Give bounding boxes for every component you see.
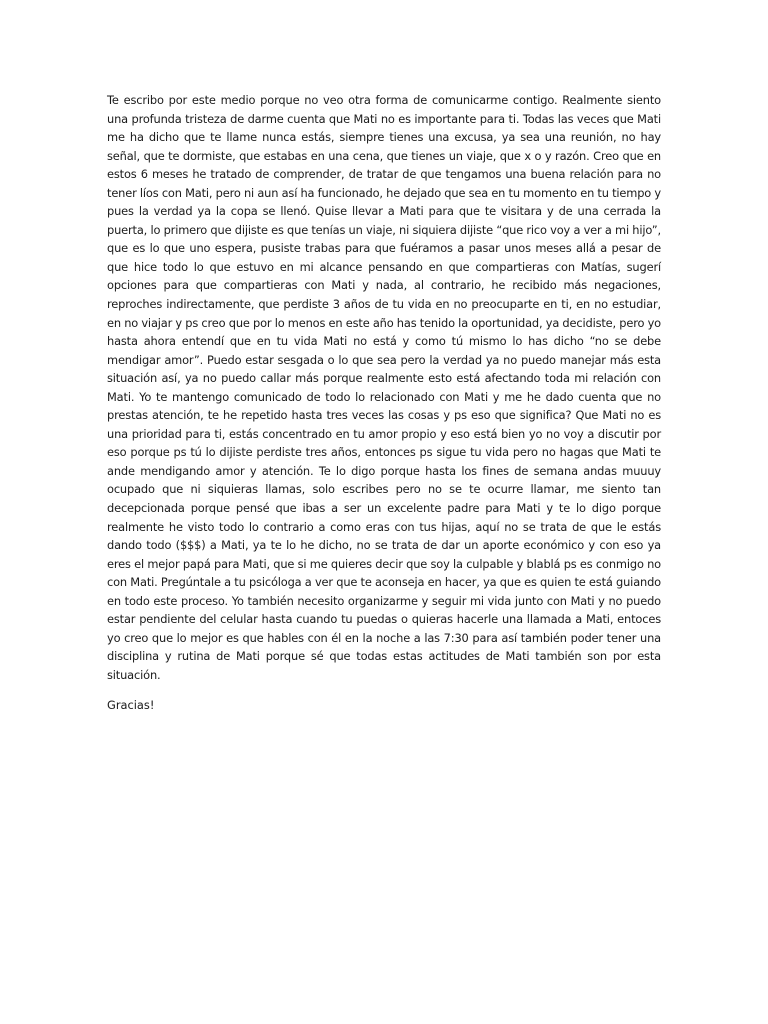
letter-body-paragraph: Te escribo por este medio porque no veo otra forma de comunicarme contigo. Realmente siento una profunda tristeza de darme cuenta que Mati no es importante para ti. Todas las veces que Mati me ha dicho que te llame nunca estás, siempre tienes una excusa, ya sea una reunión, no hay señal, que te dormiste, que estabas en una cena, que tienes un viaje, que x o y razón. Creo que en estos 6 meses he tratado de comprender, de tratar de que tengamos una buena relación para no tener líos con Mati, pero ni aun así ha funcionado, he dejado que sea en tu momento en tu tiempo y pues la verdad ya la copa se llenó. Quise llevar a Mati para que te visitara y de una cerrada la puerta, lo primero que dijiste es que tenías un viaje, ni siquiera dijiste “que rico voy a ver a mi hijo”, que es lo que uno espera, pusiste trabas para que fuéramos a pasar unos meses allá a pesar de que hice todo lo que estuvo en mi alcance pensando en que compartieras con Matías, sugerí opciones para que compartieras con Mati y nada, al contrario, he recibido más negaciones, reproches indirectamente, que perdiste 3 años de tu vida en no preocuparte en ti, en no estudiar, en no viajar y ps creo que por lo menos en este año has tenido la oportunidad, ya decidiste, pero yo hasta ahora entendí que en tu vida Mati no está y como tú mismo lo has dicho “no se debe mendigar amor”. Puedo estar sesgada o lo que sea pero la verdad ya no puedo manejar más esta situación así, ya no puedo callar más porque realmente esto está afectando toda mi relación con Mati. Yo te mantengo comunicado de todo lo relacionado con Mati y me he dado cuenta que no prestas atención, te he repetido hasta tres veces las cosas y ps eso que significa? Que Mati no es una prioridad para ti, estás concentrado en tu amor propio y eso está bien yo no voy a discutir por eso porque ps tú lo dijiste perdiste tres años, entonces ps sigue tu vida pero no hagas que Mati te ande mendigando amor y atención. Te lo digo porque hasta los fines de semana andas muuuy ocupado que ni siquieras llamas, solo escribes pero no se te ocurre llamar, me siento tan decepcionada porque pensé que ibas a ser un excelente padre para Mati y te lo digo porque realmente he visto todo lo contrario a como eras con tus hijas, aquí no se trata de que le estás dando todo ($$$) a Mati, ya te lo he dicho, no se trata de dar un aporte económico y con eso ya eres el mejor papá para Mati, que si me quieres decir que soy la culpable y blablá ps es conmigo no con Mati. Pregúntale a tu psicóloga a ver que te aconseja en hacer, ya que es quien te está guiando en todo este proceso. Yo también necesito organizarme y seguir mi vida junto con Mati y no puedo estar pendiente del celular hasta cuando tu puedas o quieras hacerle una llamada a Mati, entoces yo creo que lo mejor es que hables con él en la noche a las 7:30 para así también poder tener una disciplina y rutina de Mati porque sé que todas estas actitudes de Mati también son por esta situación. xyxy=(107,93,661,682)
letter-closing: Gracias! xyxy=(107,697,155,712)
letter-content xyxy=(107,91,661,714)
